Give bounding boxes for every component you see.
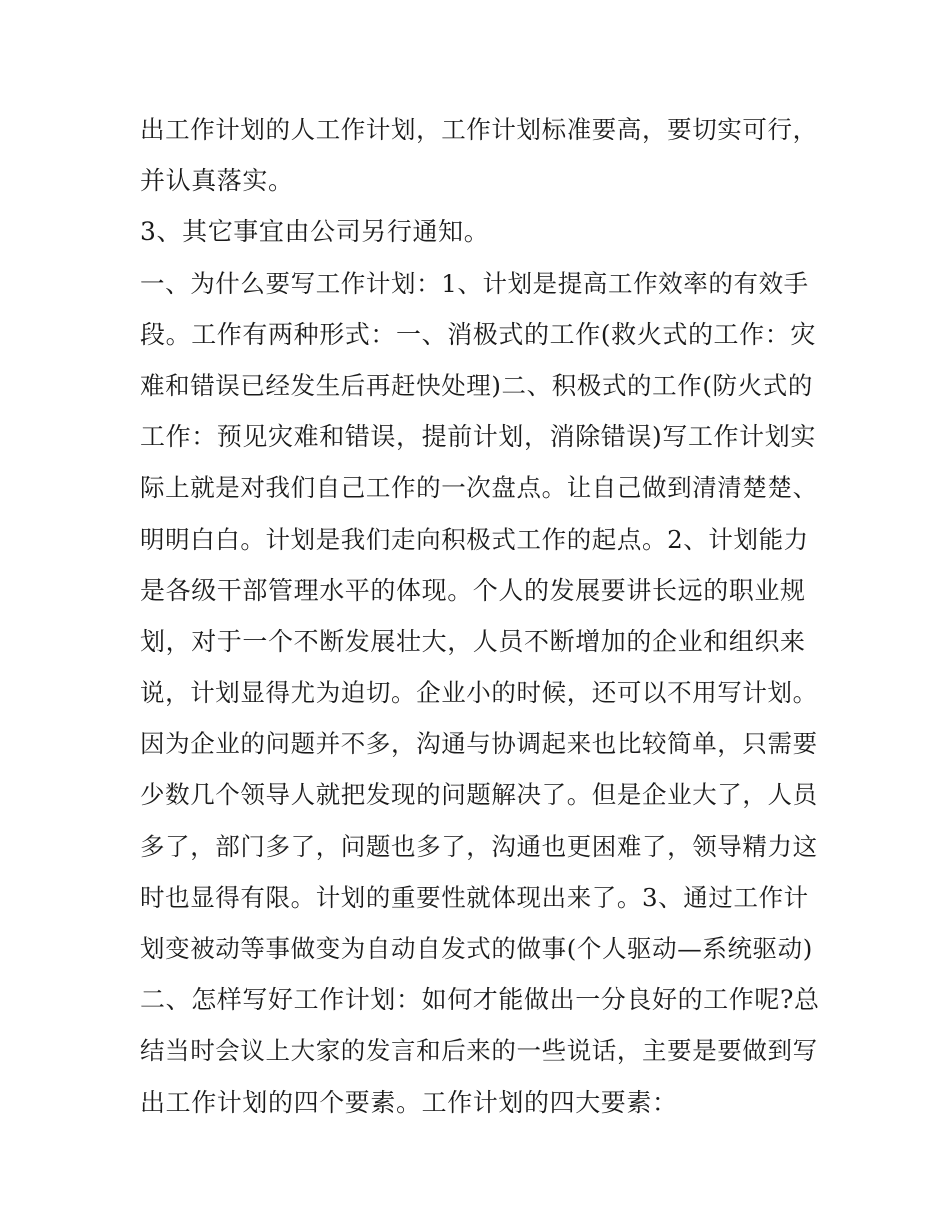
text-line: 结当时会议上大家的发言和后来的一些说话，主要是要做到写 bbox=[140, 1036, 818, 1066]
text-line: 出工作计划的四个要素。工作计划的四大要素： bbox=[140, 1087, 678, 1117]
text-line: 划，对于一个不断发展壮大，人员不断增加的企业和组织来 bbox=[140, 626, 806, 656]
text-line: 多了，部门多了，问题也多了，沟通也更困难了，领导精力这 bbox=[140, 831, 818, 861]
text-line: 际上就是对我们自己工作的一次盘点。让自己做到清清楚楚、 bbox=[140, 473, 818, 503]
text-line: 出工作计划的人工作计划，工作计划标准要高，要切实可行， bbox=[140, 115, 818, 144]
text-line: 工作：预见灾难和错误，提前计划，消除错误)写工作计划实 bbox=[140, 422, 816, 452]
text-line: 说，计划显得尤为迫切。企业小的时候，还可以不用写计划。 bbox=[140, 678, 818, 708]
text-line: 少数几个领导人就把发现的问题解决了。但是企业大了，人员 bbox=[140, 780, 818, 810]
text-line: 划变被动等事做变为自动自发式的做事(个人驱动—系统驱动) bbox=[140, 934, 813, 963]
text-line: 是各级干部管理水平的体现。个人的发展要讲长远的职业规 bbox=[140, 575, 806, 605]
body-text bbox=[140, 104, 820, 1128]
text-line: 明明白白。计划是我们走向积极式工作的起点。2、计划能力 bbox=[140, 524, 809, 554]
text-line: 一、为什么要写工作计划：1、计划是提高工作效率的有效手 bbox=[140, 268, 809, 298]
text-line: 时也显得有限。计划的重要性就体现出来了。3、通过工作计 bbox=[140, 882, 809, 912]
text-line: 二、怎样写好工作计划：如何才能做出一分良好的工作呢?总 bbox=[140, 985, 820, 1015]
text-line: 3、其它事宜由公司另行通知。 bbox=[140, 217, 490, 247]
text-line: 段。工作有两种形式：一、消极式的工作(救火式的工作：灾 bbox=[140, 319, 816, 349]
text-line: 并认真落实。 bbox=[140, 166, 294, 196]
text-line: 难和错误已经发生后再赶快处理)二、积极式的工作(防火式的 bbox=[140, 370, 813, 400]
text-line: 因为企业的问题并不多，沟通与协调起来也比较简单，只需要 bbox=[140, 729, 818, 759]
